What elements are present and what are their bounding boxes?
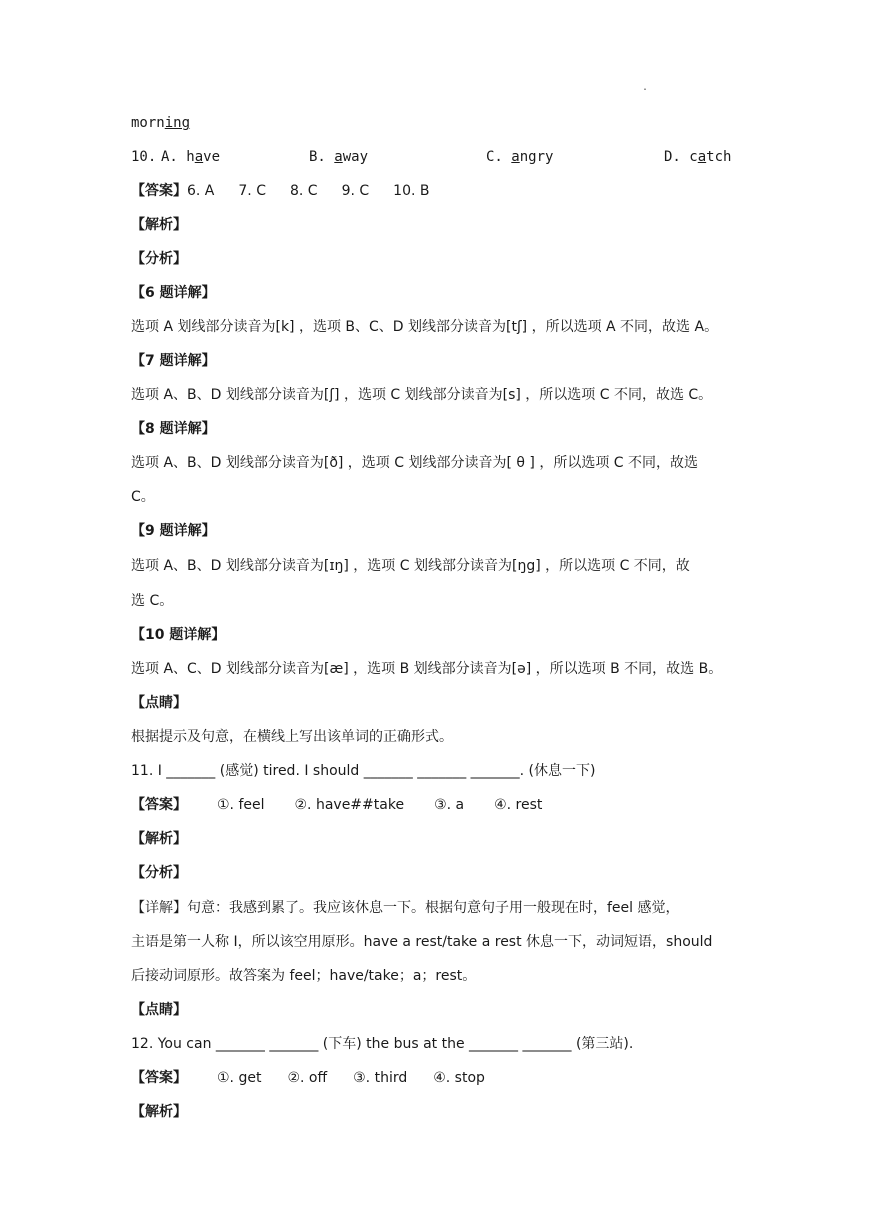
detail-8-text-2: C。	[131, 489, 155, 505]
q11-label-jiexi: 【解析】	[131, 831, 187, 847]
detail-9-text-1: 选项 A、B、D 划线部分读音为[ɪŋ] ，选项 C 划线部分读音为[ŋg] ，所以选项 C 不同，故	[131, 558, 690, 574]
detail-7-head: 【7 题详解】	[131, 353, 216, 369]
q12-question: 12. You can _______ _______ (下车) the bus at the _______ _______ (第三站).	[131, 1036, 634, 1052]
label-fenxi: 【分析】	[131, 251, 187, 267]
q12-label-jiexi: 【解析】	[131, 1104, 187, 1120]
q10-number: 10.	[131, 149, 157, 165]
q11-detail-3: 后接动词原形。故答案为 feel；have/take；a；rest。	[131, 968, 477, 984]
q11-answers: 【答案】 ①. feel ②. have##take ③. a ④. rest	[131, 797, 543, 813]
answers-6-10: 【答案】6. A 7. C 8. C 9. C 10. B	[131, 183, 430, 199]
detail-6-head: 【6 题详解】	[131, 285, 216, 301]
q10-option-d: D. catch	[664, 149, 732, 165]
q10-option-b: B. away	[309, 149, 369, 165]
q12-answers: 【答案】 ①. get ②. off ③. third ④. stop	[131, 1070, 485, 1086]
detail-8-text-1: 选项 A、B、D 划线部分读音为[ð] ，选项 C 划线部分读音为[ θ ] ，所以选项 C 不同，故选	[131, 455, 698, 471]
label-jiexi: 【解析】	[131, 217, 187, 233]
q11-question: 11. I _______ (感觉) tired. I should _______ _______ _______. (休息一下)	[131, 763, 596, 779]
detail-6-text: 选项 A 划线部分读音为[k] ，选项 B、C、D 划线部分读音为[tʃ] ，所以选项 A 不同，故选 A。	[131, 319, 719, 335]
q9-tail-word: morning	[131, 115, 191, 131]
section-instruction: 根据提示及句意，在横线上写出该单词的正确形式。	[131, 729, 453, 745]
q10-option-c: C. angry	[486, 149, 554, 165]
q11-detail-1: 【详解】句意：我感到累了。我应该休息一下。根据句意句子用一般现在时，feel 感觉，	[131, 900, 680, 916]
detail-10-head: 【10 题详解】	[131, 627, 226, 643]
q10-option-a: A. have	[161, 149, 221, 165]
q10-options	[131, 148, 741, 166]
detail-9-text-2: 选 C。	[131, 593, 174, 609]
header-mark: .	[642, 82, 649, 93]
detail-7-text: 选项 A、B、D 划线部分读音为[ʃ] ，选项 C 划线部分读音为[s] ，所以选项 C 不同，故选 C。	[131, 387, 713, 403]
q11-label-dianjing: 【点睛】	[131, 1002, 187, 1018]
detail-8-head: 【8 题详解】	[131, 421, 216, 437]
label-dianjing-1: 【点睛】	[131, 695, 187, 711]
detail-10-text: 选项 A、C、D 划线部分读音为[æ] ，选项 B 划线部分读音为[ə] ，所以选项 B 不同，故选 B。	[131, 661, 723, 677]
q11-label-fenxi: 【分析】	[131, 865, 187, 881]
detail-9-head: 【9 题详解】	[131, 523, 216, 539]
q11-detail-2: 主语是第一人称 I，所以该空用原形。have a rest/take a rest 休息一下，动词短语，should	[131, 934, 713, 950]
